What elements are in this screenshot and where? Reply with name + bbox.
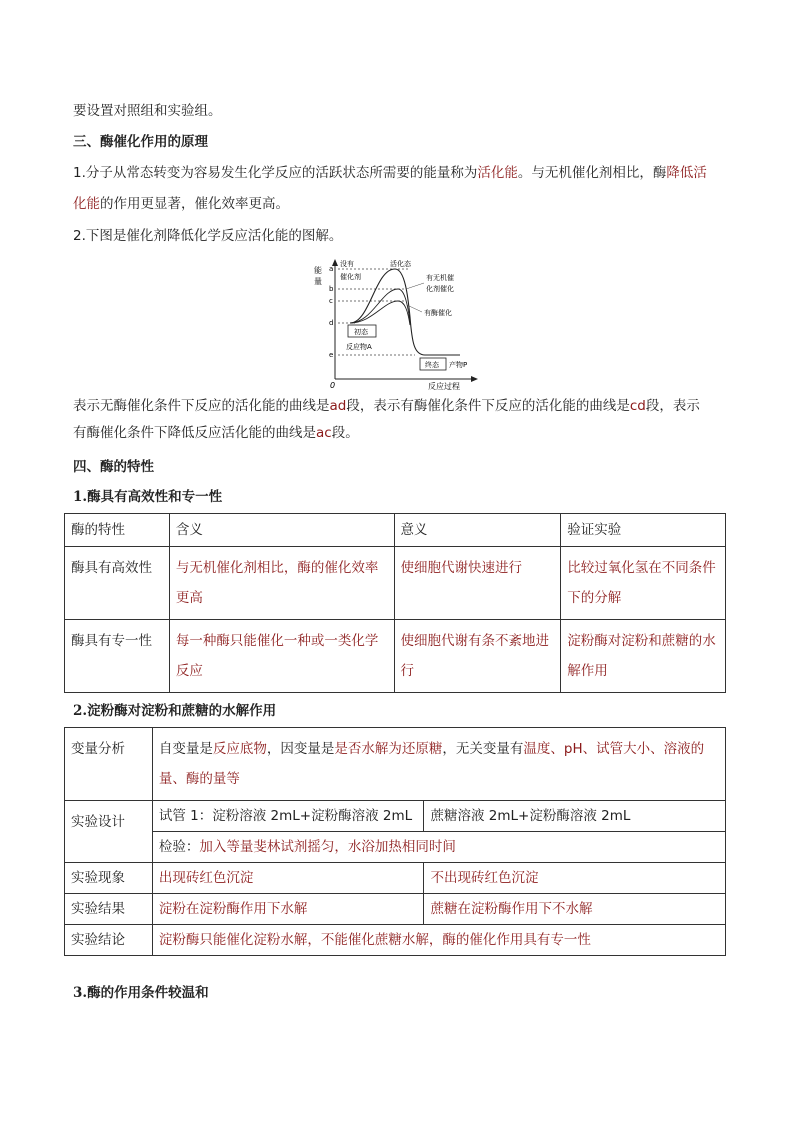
section3-p2: 2.下图是催化剂降低化学反应活化能的图解。 (73, 228, 343, 244)
table1-header-0: 酶的特性 (65, 514, 170, 547)
activation-energy-diagram (310, 257, 480, 392)
table2-label-variables: 变量分析 (65, 728, 153, 801)
x-axis-label: 反应过程 (428, 382, 460, 391)
t2-r1-c: ，因变量是 (266, 741, 335, 757)
section4-sub1: 1.酶具有高效性和专一性 (73, 489, 223, 505)
curve-inorganic (350, 289, 410, 323)
t2-r1-b: 反应底物 (212, 741, 267, 757)
p1-text-f: 的作用更显著，催化效率更高。 (100, 196, 289, 212)
origin-label: 0 (330, 381, 336, 390)
table-row (65, 894, 726, 925)
t2-r1-a: 自变量是 (158, 741, 213, 757)
section4-title: 四、酶的特性 (73, 459, 154, 475)
section4-sub2: 2.淀粉酶对淀粉和蔗糖的水解作用 (73, 703, 277, 719)
t2-r2-c2: 加入等量斐林试剂摇匀，水浴加热相同时间 (199, 839, 456, 855)
p1-text-c: 。与无机催化剂相比，酶 (517, 165, 667, 181)
table-row (65, 801, 726, 832)
table2-label-design: 实验设计 (65, 801, 153, 863)
section3-p1-line1 (73, 163, 707, 183)
section3-p3-line2 (73, 423, 359, 443)
table2-design-check (152, 832, 725, 863)
p3-term-ac: ac (316, 425, 332, 441)
table2-conclusion: 淀粉酶只能催化淀粉水解，不能催化蔗糖水解，酶的催化作用具有专一性 (152, 925, 725, 956)
y-axis-label-2: 量 (314, 277, 322, 286)
section3-p3-line1 (73, 396, 700, 416)
y-axis-label-1: 能 (314, 266, 322, 275)
label-none: 没有 (340, 260, 354, 268)
p1-text-a: 1.分子从常态转变为容易发生化学反应的活跃状态所需要的能量称为 (73, 165, 478, 181)
intro-line: 要设置对照组和实验组。 (73, 103, 222, 119)
p1-term-lower: 降低活 (666, 165, 707, 181)
curve-enzyme (350, 301, 410, 325)
table1-r1-c1: 与无机催化剂相比，酶的催化效率更高 (169, 547, 394, 620)
table2-result-b: 蔗糖在淀粉酶作用下不水解 (424, 894, 726, 925)
table-row (65, 514, 726, 547)
table1-r1-c3: 比较过氧化氢在不同条件下的分解 (561, 547, 726, 620)
table1-r1-c2: 使细胞代谢快速进行 (394, 547, 561, 620)
table1-r2-c3: 淀粉酶对淀粉和蔗糖的水解作用 (561, 620, 726, 693)
table2-design-tube1: 试管 1：淀粉溶液 2mL+淀粉酶溶液 2mL (152, 801, 424, 832)
t2-r1-f: 温度、pH、试管大小、溶液的量、酶的量等 (158, 741, 705, 787)
p3-text-a: 表示无酶催化条件下反应的活化能的曲线是 (73, 398, 330, 414)
table1-r2-c0: 酶具有专一性 (65, 620, 170, 693)
table2-result-a: 淀粉在淀粉酶作用下水解 (152, 894, 424, 925)
p1-term-activation-energy: 活化能 (477, 165, 518, 181)
p1-term-energy: 化能 (73, 196, 100, 212)
table2-phenomenon-a: 出现砖红色沉淀 (152, 863, 424, 894)
level-c: c (329, 297, 333, 305)
p3-text-c: 段，表示有酶催化条件下反应的活化能的曲线是 (346, 398, 630, 414)
label-enzyme: 有酶催化 (424, 309, 452, 317)
table2-label-result: 实验结果 (65, 894, 153, 925)
x-axis-arrow (471, 376, 478, 382)
table1-header-3: 验证实验 (561, 514, 726, 547)
table-row (65, 728, 726, 801)
t2-r1-e: ，无关变量有 (442, 741, 524, 757)
table2-design-tube2: 蔗糖溶液 2mL+淀粉酶溶液 2mL (424, 801, 726, 832)
starch-hydrolysis-table (64, 727, 726, 956)
table-row (65, 832, 726, 863)
section4-sub3: 3.酶的作用条件较温和 (73, 985, 209, 1001)
t2-r2-c1: 检验： (158, 839, 200, 855)
table2-label-conclusion: 实验结论 (65, 925, 153, 956)
p3-term-ad: ad (329, 398, 347, 414)
level-a: a (329, 265, 334, 273)
table2-label-phenomenon: 实验现象 (65, 863, 153, 894)
table1-header-1: 含义 (169, 514, 394, 547)
level-d: d (329, 319, 334, 327)
table1-header-2: 意义 (394, 514, 561, 547)
t2-r1-d: 是否水解为还原糖 (334, 741, 443, 757)
section3-title: 三、酶催化作用的原理 (73, 134, 208, 150)
p3-text-f: 有酶催化条件下降低反应活化能的曲线是 (73, 425, 316, 441)
pointer-inorganic (406, 283, 424, 289)
level-e: e (329, 351, 334, 359)
table-row (65, 547, 726, 620)
p3-term-cd: cd (629, 398, 646, 414)
level-b: b (329, 285, 334, 293)
enzyme-properties-table (64, 513, 726, 693)
table2-phenomenon-b: 不出现砖红色沉淀 (424, 863, 726, 894)
label-inorg-2: 化剂催化 (426, 285, 454, 293)
table1-r2-c1: 每一种酶只能催化一种或一类化学反应 (169, 620, 394, 693)
label-product: 产物P (449, 361, 468, 369)
p3-text-e: 段，表示 (645, 398, 700, 414)
label-final: 终态 (425, 361, 439, 369)
label-inorg-1: 有无机催 (426, 274, 454, 282)
label-reactant: 反应物A (346, 343, 372, 351)
table1-r1-c0: 酶具有高效性 (65, 547, 170, 620)
label-active: 活化态 (390, 260, 411, 268)
label-catalyst: 催化剂 (340, 273, 361, 281)
table-row (65, 863, 726, 894)
table2-variables-cell (152, 728, 725, 801)
label-initial: 初态 (354, 328, 368, 336)
p3-text-h: 段。 (331, 425, 359, 441)
table-row (65, 925, 726, 956)
table-row (65, 620, 726, 693)
section3-p1-line2 (73, 194, 289, 214)
table1-r2-c2: 使细胞代谢有条不紊地进行 (394, 620, 561, 693)
